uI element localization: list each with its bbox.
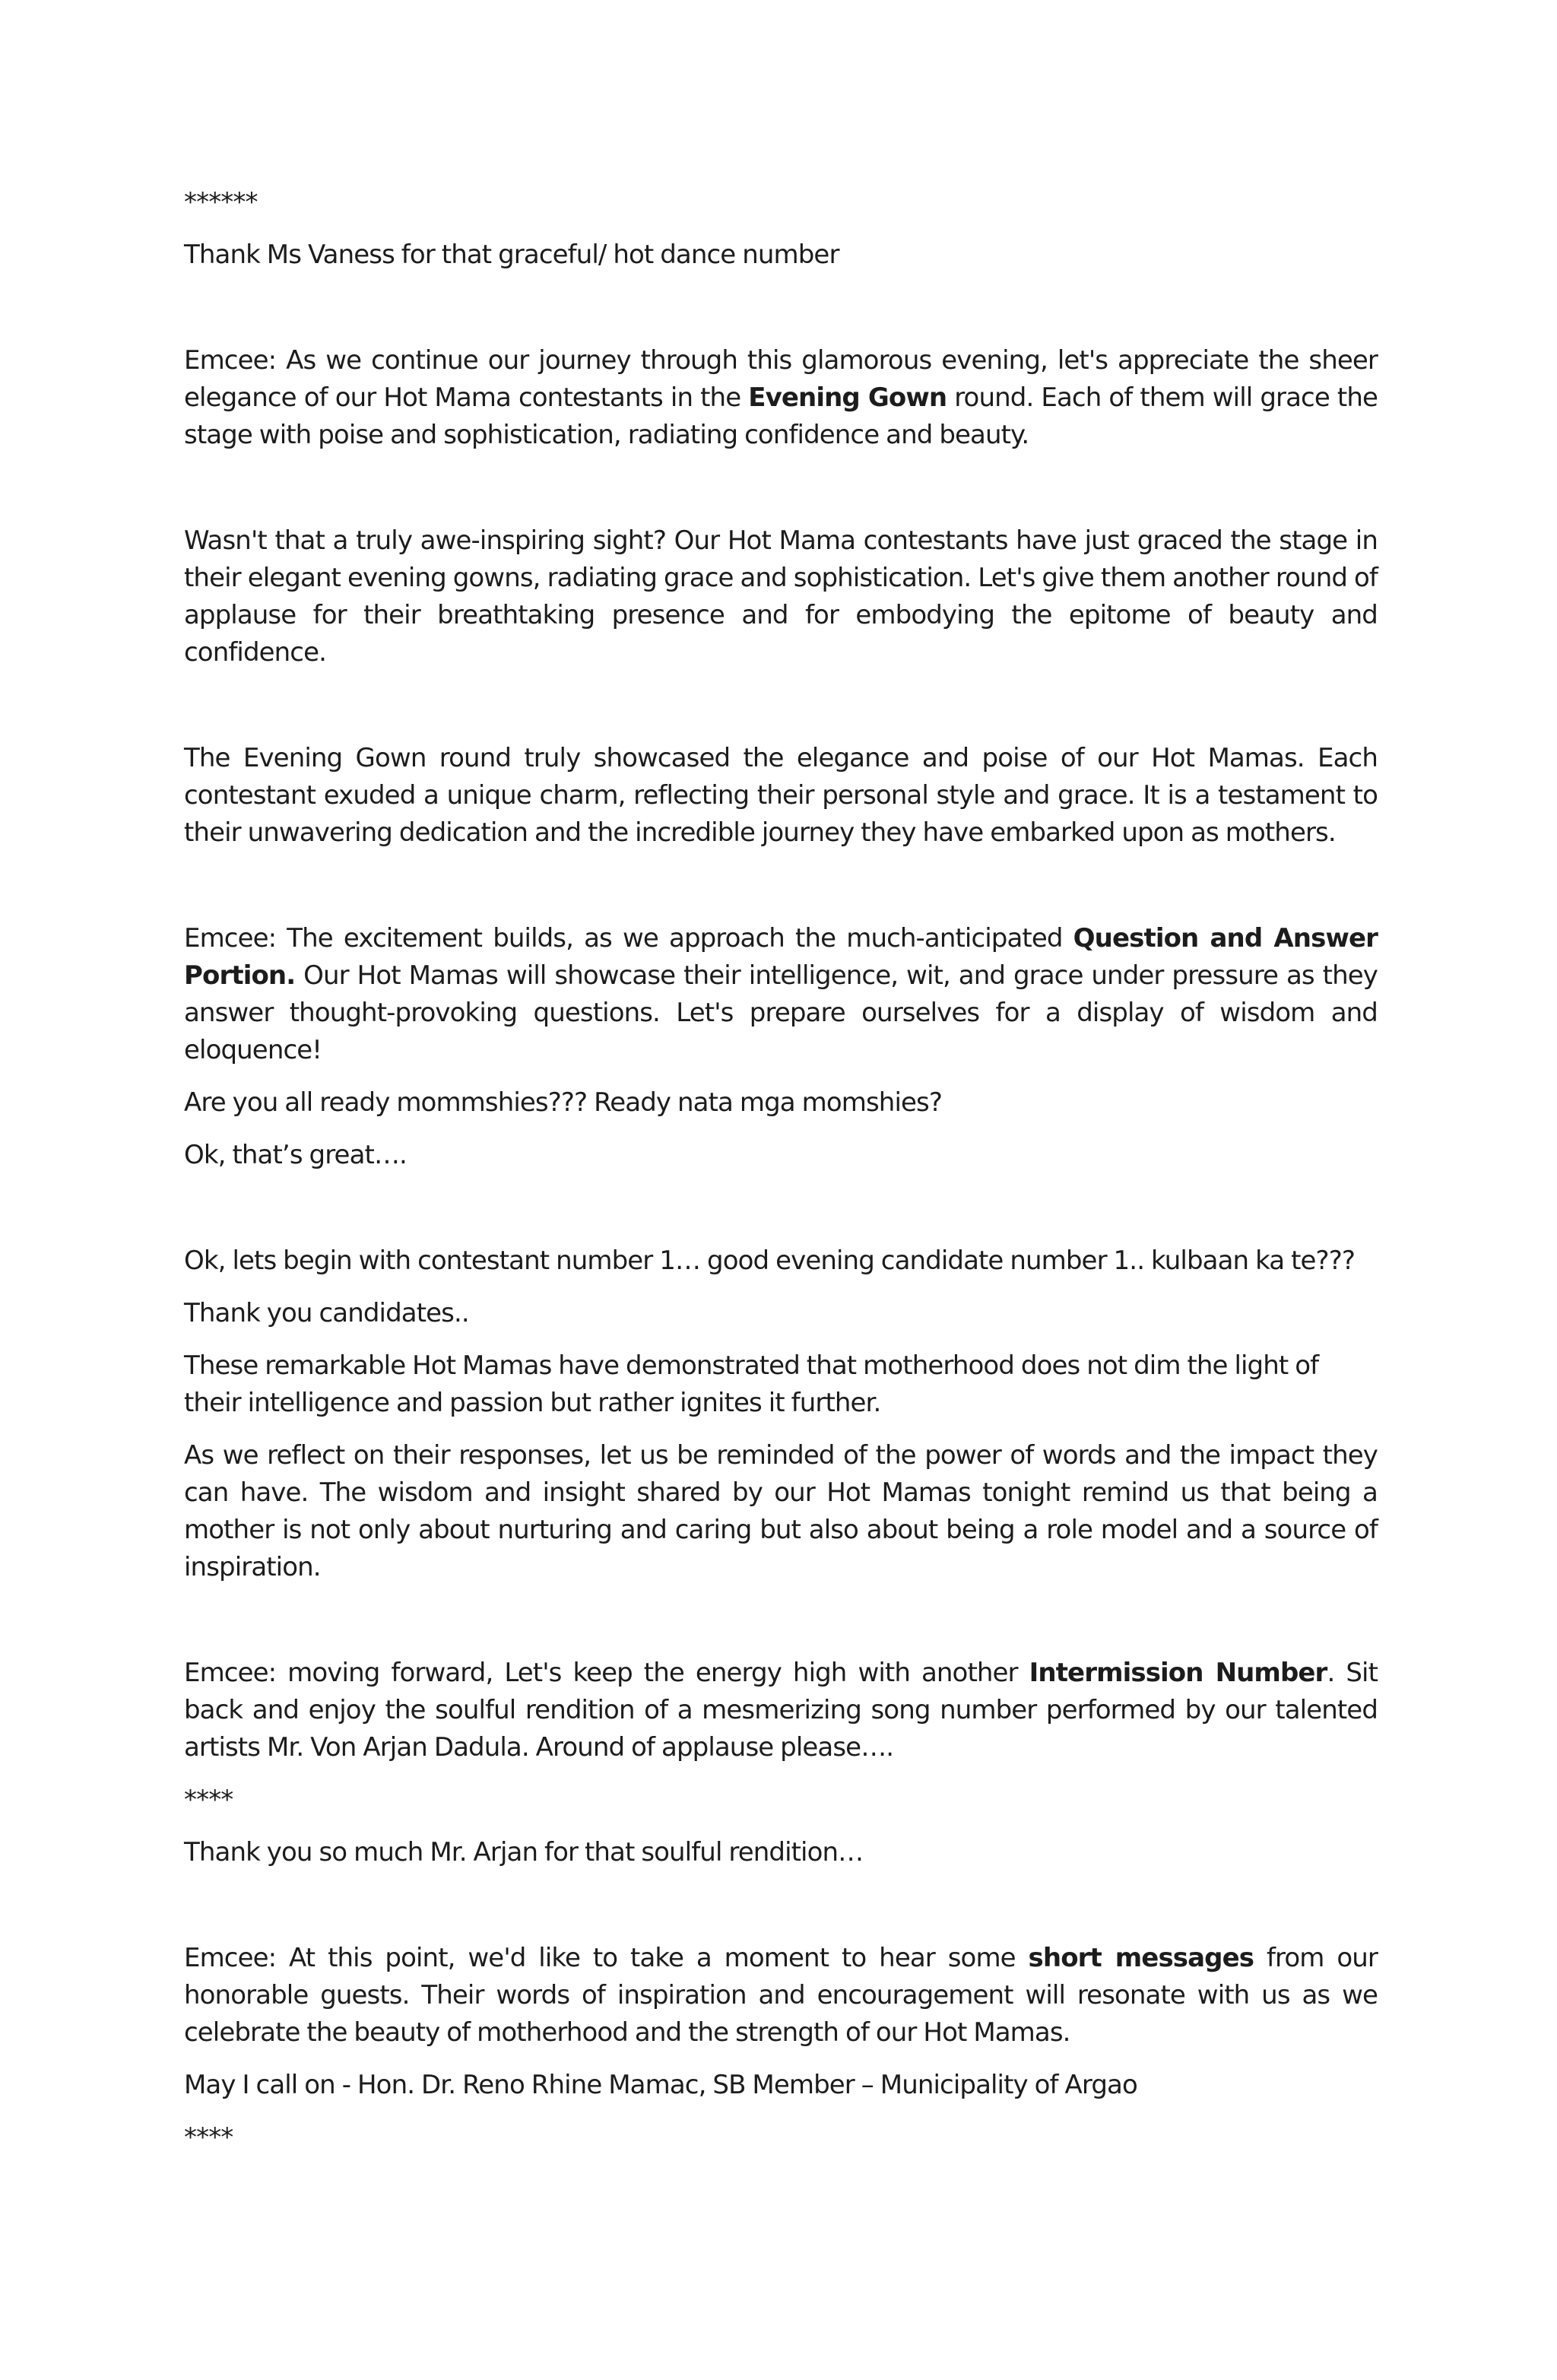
- intermission-bold: Intermission Number: [1029, 1658, 1327, 1688]
- intermission-paragraph: [184, 1655, 1378, 1766]
- text-run: round. Each of them will grace the stage with poise and sophistication, radiating confidence and beauty.: [184, 382, 1378, 450]
- text-run: Emcee: As we continue our journey through this glamorous evening, let's appreciate the sheer elegance of our Hot Mama contestants in the: [184, 345, 1378, 413]
- question-answer-bold: Question and Answer Portion.: [184, 923, 1378, 991]
- document-page: [184, 184, 1378, 2156]
- separator-asterisks: ******: [184, 187, 258, 217]
- text-run: Emcee: moving forward, Let's keep the energy high with another: [184, 1658, 1029, 1688]
- thank-you-dance-line: Thank Ms Vaness for that graceful/ hot dance number: [184, 240, 839, 270]
- separator-asterisks: ****: [184, 1785, 233, 1815]
- thank-you-arjan-line: Thank you so much Mr. Arjan for that soulful rendition…: [184, 1837, 864, 1868]
- question-answer-paragraph: [184, 920, 1378, 1069]
- reflect-responses-paragraph: As we reflect on their responses, let us be reminded of the power of words and the impact they can have. The wisdom and insight shared by our Hot Mamas tonight remind us that being a mother is not only about nurturing and caring but also about being a role model and a source of inspiration.: [184, 1440, 1378, 1582]
- separator-asterisks: ****: [184, 2122, 233, 2153]
- thats-great-line: Ok, that’s great….: [184, 1140, 407, 1170]
- contestant-number-line: Ok, lets begin with contestant number 1… good evening candidate number 1.. kulbaan ka te???: [184, 1246, 1355, 1276]
- text-run: Emcee: At this point, we'd like to take a moment to hear some: [184, 1943, 1029, 1973]
- ready-mommshies-line: Are you all ready mommshies??? Ready nata mga momshies?: [184, 1087, 942, 1118]
- call-on-guest-line: May I call on - Hon. Dr. Reno Rhine Mamac, SB Member – Municipality of Argao: [184, 2070, 1137, 2100]
- short-messages-bold: short messages: [1028, 1943, 1254, 1973]
- text-run: . Sit back and enjoy the soulful rendition of a mesmerizing song number performed by our talented artists Mr. Von Arjan Dadula. Around of applause please….: [184, 1658, 1378, 1763]
- text-run: from our honorable guests. Their words of inspiration and encouragement will resonate with us as we celebrate the beauty of motherhood and the strength of our Hot Mamas.: [184, 1943, 1378, 2048]
- evening-gown-intro-paragraph: [184, 342, 1378, 454]
- awe-inspiring-paragraph: Wasn't that a truly awe-inspiring sight? Our Hot Mama contestants have just graced the stage in their elegant evening gowns, radiating grace and sophistication. Let's give them another round of applause for their breathtaking presence and for embodying the epitome of beauty and confidence.: [184, 525, 1378, 668]
- text-run: Emcee: The excitement builds, as we approach the much-anticipated: [184, 923, 1073, 954]
- thank-you-candidates-line: Thank you candidates..: [184, 1298, 469, 1328]
- evening-gown-showcase-paragraph: The Evening Gown round truly showcased the elegance and poise of our Hot Mamas. Each contestant exuded a unique charm, reflecting their personal style and grace. It is a testament to their unwavering dedication and the incredible journey they have embarked upon as mothers.: [184, 743, 1378, 848]
- motherhood-paragraph: These remarkable Hot Mamas have demonstrated that motherhood does not dim the light of their intelligence and passion but rather ignites it further.: [184, 1350, 1319, 1418]
- text-run: Our Hot Mamas will showcase their intelligence, wit, and grace under pressure as they answer thought-provoking questions. Let's prepare ourselves for a display of wisdom and eloquence!: [184, 960, 1378, 1065]
- short-messages-paragraph: [184, 1940, 1378, 2052]
- evening-gown-bold: Evening Gown: [748, 382, 947, 413]
